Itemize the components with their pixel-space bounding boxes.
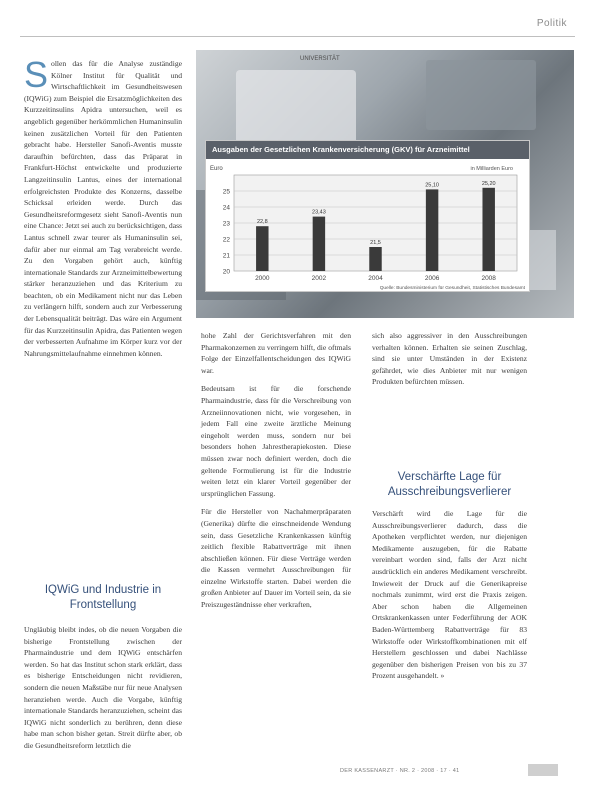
bar-chart	[206, 159, 531, 293]
bar	[313, 217, 325, 271]
bar	[482, 188, 494, 271]
chart-box	[205, 140, 530, 292]
paragraph: Bedeutsam ist für die forschende Pharmaindustrie, dass für die Verschreibung von Arzneiinnovationen nicht, wie vorgesehen, in jedem Fall eine zweite ärztliche Meinung eingeholt werden muss, sondern nur bei besonders hohen Jahrestherapiekosten. Diese müssen zwar noch definiert werden, doch die geltende Formulierung ist für die Industrie weiten letzt ein klarer Vorteil gegenüber der ursprünglichen Fassung.	[201, 384, 351, 498]
top-divider	[20, 36, 575, 37]
column-1-bottom	[24, 624, 182, 759]
photo-caption: UNIVERSITÄT	[300, 56, 340, 62]
y-tick-label: 25	[222, 188, 230, 196]
paragraph: sich also aggressiver in den Ausschreibungen verhalten können. Erhalten sie seinen Zuschlag, sind sie unter Umständen in der Existenz gefährdet, wie dies Anbieter mit nur wenigen Produkten befürchten müssen.	[372, 331, 527, 387]
paragraph: hohe Zahl der Gerichtsverfahren mit den Pharmakonzernen zu verringern hilft, die oftmals Folge der Einzelfallentscheidungen des IQWiG war.	[201, 331, 351, 375]
chart-title: Ausgaben der Gesetzlichen Krankenversicherung (GKV) für Arzneimittel	[206, 141, 529, 159]
data-label: 25,20	[481, 180, 496, 187]
footer-tag	[528, 764, 558, 776]
unit-note: in Milliarden Euro	[470, 166, 513, 172]
x-tick-label: 2000	[255, 275, 270, 282]
data-label: 23,43	[312, 209, 326, 216]
y-tick-label: 22	[222, 236, 230, 244]
bar	[369, 247, 381, 271]
x-tick-label: 2008	[481, 275, 496, 282]
drop-cap: S	[24, 54, 49, 95]
footer: DER KASSENARZT · NR. 2 · 2008 · 17 · 41	[340, 768, 460, 774]
y-tick-label: 23	[222, 220, 230, 228]
data-label: 21,5	[370, 240, 381, 246]
chart-source: Quelle: Bundesministerium für Gesundheit, Statistisches Bundesamt	[379, 286, 525, 291]
y-tick-label: 20	[222, 268, 230, 276]
y-tick-label: 21	[222, 252, 230, 260]
data-label: 25,10	[425, 182, 439, 189]
x-tick-label: 2006	[424, 275, 440, 282]
column-3-bottom	[372, 508, 527, 689]
data-label: 22,8	[256, 219, 268, 226]
section-heading-iqwig: IQWiG und Industrie in Frontstellung	[44, 584, 162, 611]
x-tick-label: 2002	[311, 275, 327, 282]
column-2	[201, 330, 351, 618]
column-1-top	[24, 54, 182, 366]
bar	[256, 226, 268, 271]
photo-shape	[426, 60, 536, 130]
paragraph: Für die Hersteller von Nachahmerpräparaten (Generika) dürfte die einschneidende Wendung sein, dass Gesetzliche Krankenkassen künftig zeitlich flexible Rabattverträge mit ihnen abschließen können. Für diese Verträge werden die Kassen vermehrt Ausschreibungen für einzelne Wirkstoffe starten. Dabei werden die großen Anbieter auf Dauer im Vorteil sein, da sie Preiszugeständnisse eher verkraften,	[201, 507, 351, 610]
x-tick-label: 2004	[368, 275, 383, 282]
y-axis-label: Euro	[210, 166, 223, 172]
paragraph: Ungläubig bleibt indes, ob die neuen Vorgaben die bisherige Frontstellung zwischen der Pharmaindustrie und dem IQWiG entschärfen werden. So hat das Institut schon stark erklärt, dass es bisherige Entscheidungen nicht revidieren, sondern die neuen Maßstäbe nur für neue Analysen heranziehen werde. Auch die Vorgabe, künftig internationale Standards heranzuziehen, scheint das IQWiG nicht sonderlich zu berühren, denn diese habe man schon bisher getan. Streit dürfte aber, ob die Gesundheitsreform letztlich die	[24, 625, 182, 750]
paragraph: Verschärft wird die Lage für die Ausschreibungsverlierer dadurch, dass die Apotheken verpflichtet werden, nur diejenigen Medikamente auszugeben, für die Rabatte vereinbart worden sind, falls der Arzt nicht ausdrücklich ein anderes Medikament verschreibt. Inwieweit der Druck auf die Generikapreise nochmals zunimmt, wird erst die Praxis zeigen. Aber schon haben die Allgemeinen Ortskrankenkassen unter Federführung der AOK Baden-Württemberg Rabattverträge für 83 Wirkstoffe oder Wirkstoffkombinationen mit elf Herstellern geschlossen und dabei Nachlässe gegenüber den bisherigen Preisen von bis zu 37 Prozent ausgehandelt. »	[372, 509, 527, 681]
section-label: Politik	[536, 18, 567, 29]
column-3-top	[372, 330, 527, 395]
paragraph: ollen das für die Analyse zuständige Kölner Institut für Qualität und Wirtschaftlichkeit im Gesundheitswesen (IQWiG) zum Beispiel die Ersatzmöglichkeiten des Kurzzeitinsulins Apidra untersuchen, weil es angeblich gegenüber herkömmlichen Humaninsulin keinen zusätzlichen Vorteil für den Patienten gebracht habe. Hersteller Sanofi-Aventis musste daraufhin befürchten, dass das Präparat in Frankfurt-Höchst entwickelte und produzierte Langzeitinsulin Lantus, eines der international erfolgreichsten Produkte des Konzerns, dasselbe Schicksal erleiden werde. Durch das Gesundheitsreformgesetz sieht Sanofi-Aventis nun eine Chance: Jetzt sei auch zu berücksichtigen, dass Lantus schnell zwar teurer als Humaninsulin sei, dafür aber nur einmal am Tag verabreicht werde. Zu den Vorgaben gehört auch, künftig internationale Standards zur Arzneimittelbewertung stärker heranzuziehen und das Kriterium zu beachten, ob ein Medikament nicht nur das Leben zu verlängern hilft, sondern auch zur Verbesserung der Lebensqualität beiträgt. Das wäre ein Argument für das Kurzzeitinsulin Apidra, das Patienten wegen der verbesserten Aufnahme im Körper kurz vor der Nahrungsmittelaufnahme einnehmen können.	[24, 59, 182, 358]
section-heading-ausschreibung: Verschärfte Lage für Ausschreibungsverlierer	[387, 471, 512, 498]
bar	[426, 189, 438, 271]
y-tick-label: 24	[222, 204, 230, 212]
